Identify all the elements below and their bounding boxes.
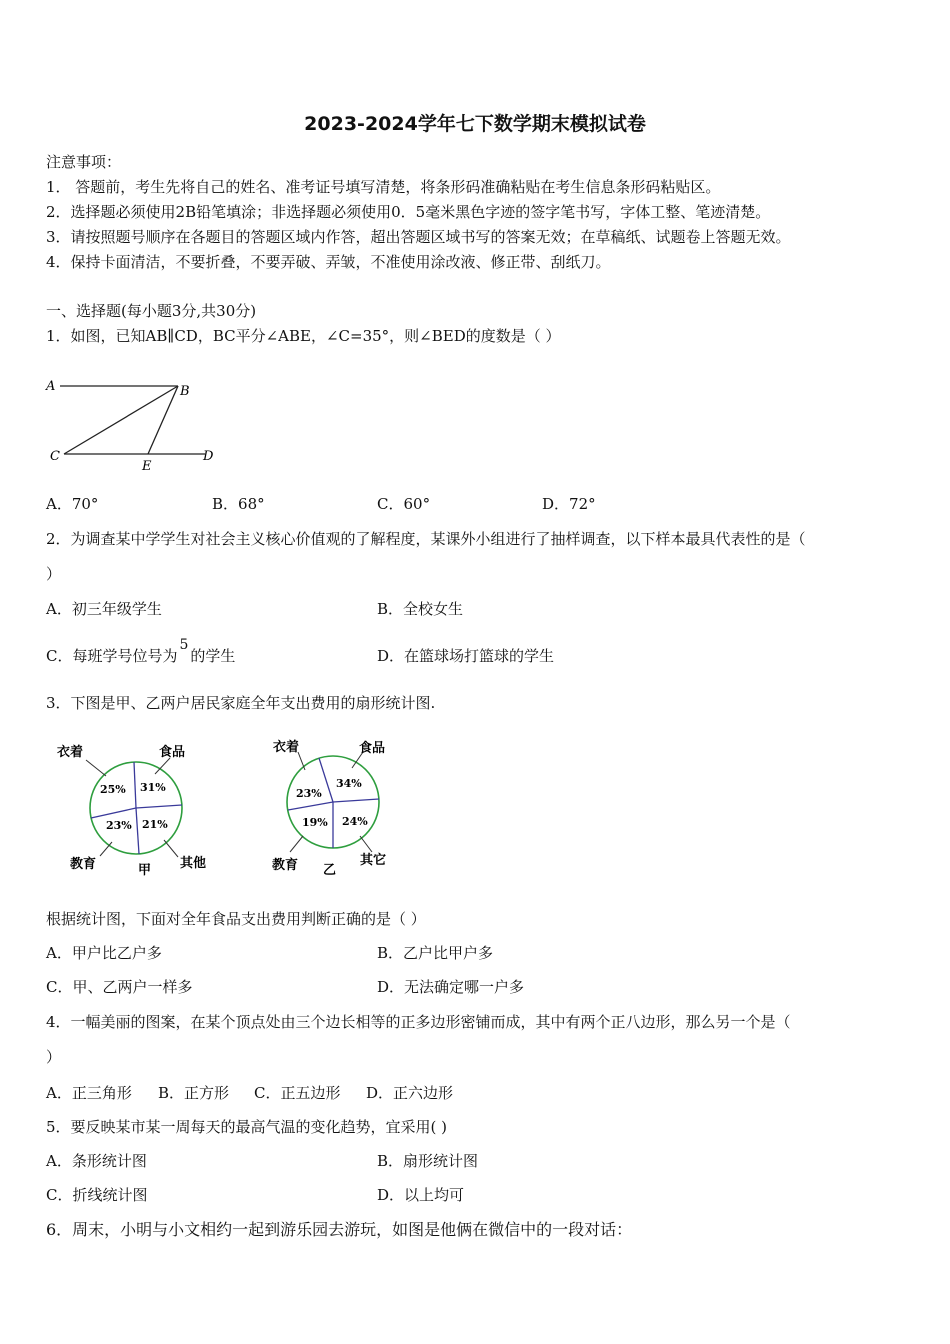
leader-line [100, 842, 112, 856]
leader-line [86, 760, 106, 776]
q2-option-c-tail: 的学生 [190, 647, 236, 665]
q2-option-b: B．全校女生 [377, 600, 464, 618]
leader-line [290, 836, 303, 852]
section-heading: 一、选择题(每小题3分,共30分) [46, 302, 257, 320]
pie-yi-caption: 乙 [323, 863, 337, 878]
q6-stem: 6．周末，小明与小文相约一起到游乐园去游玩，如图是他俩在微信中的一段对话： [46, 1220, 633, 1239]
q1-stem: 1．如图，已知AB∥CD，BC平分∠ABE，∠C=35°，则∠BED的度数是（ ） [46, 327, 561, 345]
q1-option-b: B．68° [212, 495, 265, 513]
pie-jia-divider [136, 805, 182, 808]
q2-option-c [46, 637, 236, 667]
leader-line [155, 758, 170, 774]
label-c: C [50, 449, 60, 464]
notice-item: 1． 答题前，考生先将自己的姓名、准考证号填写清楚，将条形码准确粘贴在考生信息条形码粘贴区。 [46, 178, 721, 196]
pie-yi-label-education: 教育 [272, 858, 299, 873]
q2-option-c-sup: 5 [179, 637, 189, 653]
q4-option-d: D．正六边形 [366, 1084, 454, 1102]
pie-yi-pct-food: 34% [336, 777, 362, 790]
q3-option-c: C．甲、乙两户一样多 [46, 978, 193, 996]
line-cb [64, 386, 178, 454]
pie-jia-pct-clothing: 25% [100, 783, 126, 796]
q5-option-a: A．条形统计图 [46, 1152, 147, 1170]
page-title: 2023-2024学年七下数学期末模拟试卷 [304, 113, 646, 135]
notice-heading: 注意事项： [46, 153, 122, 171]
q1-option-d: D．72° [542, 495, 596, 513]
notice-item: 2．选择题必须使用2B铅笔填涂；非选择题必须使用0．5毫米黑色字迹的签字笔书写，字体工整、笔迹清楚。 [46, 203, 771, 221]
leader-line [360, 836, 372, 852]
q1-figure [40, 370, 230, 475]
q2-option-d: D．在篮球场打篮球的学生 [377, 647, 555, 665]
label-b: B [180, 384, 190, 399]
q2-option-a: A．初三年级学生 [46, 600, 162, 618]
q4-stem: 4．一幅美丽的图案，在某个顶点处由三个边长相等的正多边形密铺而成，其中有两个正八边形，那么另一个是（ [46, 1013, 791, 1031]
pie-jia-divider [91, 808, 136, 818]
q1-option-a: A．70° [46, 495, 99, 513]
q1-option-c: C．60° [377, 495, 431, 513]
q3-question: 根据统计图，下面对全年食品支出费用判断正确的是（ ） [46, 910, 426, 928]
notice-item: 4．保持卡面清洁，不要折叠，不要弄破、弄皱，不准使用涂改液、修正带、刮纸刀。 [46, 253, 611, 271]
q4-stem-end: ） [46, 1048, 62, 1066]
pie-yi-divider [288, 802, 333, 810]
q4-option-b: B．正方形 [158, 1084, 230, 1102]
q3-pie-charts [40, 730, 420, 885]
pie-yi-label-clothing: 衣着 [273, 740, 300, 755]
q2-option-c-text: C．每班学号位号为 [46, 647, 178, 665]
pie-yi-pct-education: 19% [302, 816, 328, 829]
label-d: D [203, 449, 214, 464]
pie-yi-pct-other: 24% [342, 815, 368, 828]
pie-jia-label-food: 食品 [159, 745, 186, 760]
label-a: A [46, 379, 56, 394]
q2-stem: 2．为调查某中学学生对社会主义核心价值观的了解程度，某课外小组进行了抽样调查，以下样本最具代表性的是（ [46, 530, 806, 548]
q2-stem-end: ） [46, 565, 62, 583]
pie-yi-label-food: 食品 [359, 741, 386, 756]
pie-jia-pct-other: 21% [142, 818, 168, 831]
pie-jia-pct-education: 23% [106, 819, 132, 832]
q5-option-d: D．以上均可 [377, 1186, 465, 1204]
pie-chart-jia [57, 744, 206, 878]
pie-chart-yi [271, 739, 386, 878]
pie-yi-divider [333, 799, 379, 802]
q5-option-b: B．扇形统计图 [377, 1152, 479, 1170]
pie-jia-label-education: 教育 [70, 857, 97, 872]
q3-option-b: B．乙户比甲户多 [377, 944, 494, 962]
line-be [148, 386, 178, 454]
pie-jia-divider [136, 808, 139, 854]
notice-item: 3．请按照题号顺序在各题目的答题区域内作答，超出答题区域书写的答案无效；在草稿纸、试题卷上答题无效。 [46, 228, 791, 246]
pie-jia-label-other: 其他 [180, 856, 207, 871]
leader-line [298, 752, 305, 770]
q5-stem: 5．要反映某市某一周每天的最高气温的变化趋势，宜采用( ) [46, 1118, 448, 1136]
leader-line [164, 840, 178, 857]
q3-option-d: D．无法确定哪一户多 [377, 978, 525, 996]
pie-jia-caption: 甲 [138, 863, 152, 878]
q5-option-c: C．折线统计图 [46, 1186, 148, 1204]
pie-yi-pct-clothing: 23% [296, 787, 322, 800]
pie-jia-divider [134, 762, 136, 808]
pie-jia-label-clothing: 衣着 [57, 745, 84, 760]
pie-jia-pct-food: 31% [140, 781, 166, 794]
q3-option-a: A．甲户比乙户多 [46, 944, 162, 962]
q4-option-a: A．正三角形 [46, 1084, 132, 1102]
q4-option-c: C．正五边形 [254, 1084, 341, 1102]
pie-yi-label-other: 其它 [360, 853, 387, 868]
q3-stem: 3．下图是甲、乙两户居民家庭全年支出费用的扇形统计图. [46, 694, 436, 712]
label-e: E [142, 459, 152, 474]
